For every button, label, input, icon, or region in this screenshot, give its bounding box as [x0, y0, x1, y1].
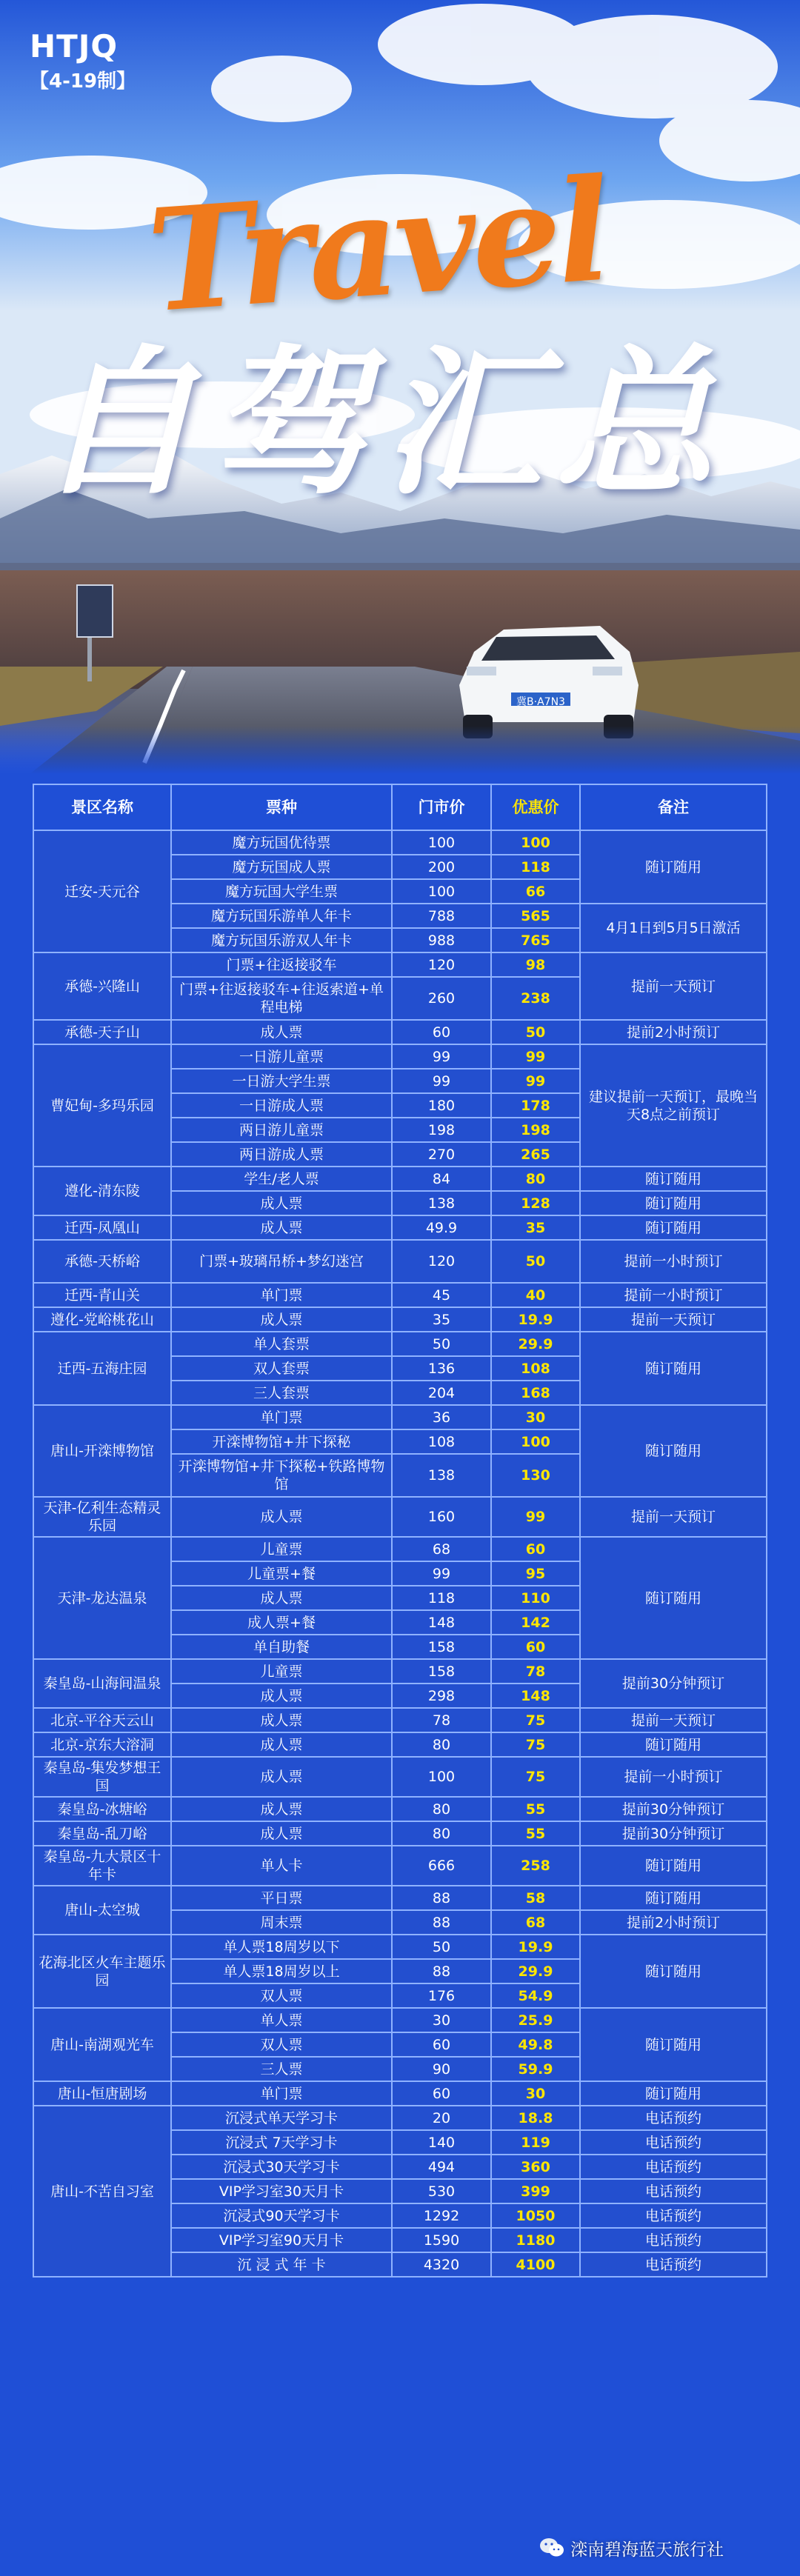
table-row [33, 2008, 767, 2032]
scenic-name-cell: 唐山-南湖观光车 [33, 2008, 171, 2081]
market-price-cell: 176 [392, 1983, 491, 2008]
scenic-name-cell: 曹妃甸-多玛乐园 [33, 1044, 171, 1167]
discount-price-cell: 66 [491, 879, 580, 904]
scenic-name-cell: 遵化-清东陵 [33, 1167, 171, 1215]
discount-price-cell: 565 [491, 904, 580, 928]
scenic-name-cell: 迁西-青山关 [33, 1283, 171, 1307]
scenic-name-cell: 天津-亿利生态精灵乐园 [33, 1497, 171, 1537]
scenic-name-cell: 花海北区火车主题乐园 [33, 1935, 171, 2008]
market-price-cell: 270 [392, 1142, 491, 1167]
discount-price-cell: 18.8 [491, 2106, 580, 2130]
ticket-type-cell: 成人票 [171, 1307, 392, 1332]
ticket-type-cell: 成人票 [171, 1020, 392, 1044]
market-price-cell: 158 [392, 1659, 491, 1684]
title-main: 自驾汇总 [37, 330, 727, 516]
footer-account [539, 2533, 776, 2563]
header-ticket: 票种 [171, 784, 392, 830]
discount-price-cell: 100 [491, 830, 580, 855]
ticket-type-cell: 单人票 [171, 2008, 392, 2032]
ticket-type-cell: 沉浸式 7天学习卡 [171, 2130, 392, 2155]
market-price-cell: 118 [392, 1586, 491, 1610]
note-cell: 提前2小时预订 [580, 1020, 767, 1044]
scenic-name-cell: 北京-京东大溶洞 [33, 1732, 171, 1757]
ticket-type-cell: 门票+往返接驳车 [171, 952, 392, 977]
market-price-cell: 198 [392, 1118, 491, 1142]
hero-banner [0, 0, 800, 774]
discount-price-cell: 55 [491, 1821, 580, 1846]
discount-price-cell: 55 [491, 1797, 580, 1821]
note-cell: 提前2小时预订 [580, 1910, 767, 1935]
ticket-type-cell: 三人票 [171, 2057, 392, 2081]
discount-price-cell: 29.9 [491, 1332, 580, 1356]
ticket-type-cell: 开滦博物馆+井下探秘 [171, 1429, 392, 1454]
brand-code: HTJQ [30, 28, 119, 64]
ticket-type-cell: 沉浸式单天学习卡 [171, 2106, 392, 2130]
market-price-cell: 140 [392, 2130, 491, 2155]
market-price-cell: 90 [392, 2057, 491, 2081]
market-price-cell: 80 [392, 1797, 491, 1821]
ticket-type-cell: 一日游成人票 [171, 1093, 392, 1118]
discount-price-cell: 25.9 [491, 2008, 580, 2032]
scenic-name-cell: 唐山-开滦博物馆 [33, 1405, 171, 1497]
wechat-icon [539, 2537, 564, 2559]
ticket-type-cell: 魔方玩国乐游单人年卡 [171, 904, 392, 928]
scenic-name-cell: 唐山-不苦自习室 [33, 2106, 171, 2277]
discount-price-cell: 30 [491, 2081, 580, 2106]
scenic-name-cell: 唐山-太空城 [33, 1886, 171, 1935]
discount-price-cell: 399 [491, 2179, 580, 2203]
market-price-cell: 99 [392, 1044, 491, 1069]
market-price-cell: 158 [392, 1635, 491, 1659]
header-scenic: 景区名称 [33, 784, 171, 830]
discount-price-cell: 119 [491, 2130, 580, 2155]
discount-price-cell: 40 [491, 1283, 580, 1307]
ticket-type-cell: 双人票 [171, 1983, 392, 2008]
market-price-cell: 100 [392, 1757, 491, 1797]
discount-price-cell: 4100 [491, 2252, 580, 2277]
ticket-type-cell: 成人票 [171, 1821, 392, 1846]
market-price-cell: 88 [392, 1959, 491, 1983]
ticket-type-cell: 门票+玻璃吊桥+梦幻迷宫 [171, 1240, 392, 1283]
scenic-name-cell: 迁西-五海庄园 [33, 1332, 171, 1405]
table-row [33, 1020, 767, 1044]
market-price-cell: 50 [392, 1332, 491, 1356]
discount-price-cell: 49.8 [491, 2032, 580, 2057]
note-cell: 随订随用 [580, 830, 767, 904]
ticket-type-cell: 儿童票+餐 [171, 1561, 392, 1586]
market-price-cell: 99 [392, 1069, 491, 1093]
discount-price-cell: 360 [491, 2155, 580, 2179]
ticket-type-cell: 单门票 [171, 1283, 392, 1307]
table-row [33, 1044, 767, 1069]
scenic-name-cell: 唐山-恒唐剧场 [33, 2081, 171, 2106]
discount-price-cell: 100 [491, 1429, 580, 1454]
discount-price-cell: 142 [491, 1610, 580, 1635]
note-cell: 随订随用 [580, 1732, 767, 1757]
discount-price-cell: 130 [491, 1454, 580, 1497]
ticket-type-cell: 魔方玩国大学生票 [171, 879, 392, 904]
table-row [33, 1405, 767, 1429]
license-plate: 冀B·A7N3 [516, 696, 565, 708]
note-cell: 电话预约 [580, 2106, 767, 2130]
market-price-cell: 148 [392, 1610, 491, 1635]
table-row [33, 1935, 767, 1959]
discount-price-cell: 50 [491, 1240, 580, 1283]
note-cell: 提前30分钟预订 [580, 1821, 767, 1846]
market-price-cell: 160 [392, 1497, 491, 1537]
ticket-type-cell: 单人卡 [171, 1846, 392, 1886]
note-cell: 提前一天预订 [580, 1497, 767, 1537]
discount-price-cell: 19.9 [491, 1935, 580, 1959]
ticket-type-cell: 一日游儿童票 [171, 1044, 392, 1069]
table-row [33, 1821, 767, 1846]
table-row [33, 1307, 767, 1332]
ticket-type-cell: 周末票 [171, 1910, 392, 1935]
market-price-cell: 30 [392, 2008, 491, 2032]
market-price-cell: 530 [392, 2179, 491, 2203]
market-price-cell: 88 [392, 1910, 491, 1935]
note-cell: 随订随用 [580, 1191, 767, 1215]
discount-price-cell: 75 [491, 1757, 580, 1797]
discount-price-cell: 198 [491, 1118, 580, 1142]
note-cell: 随订随用 [580, 2081, 767, 2106]
ticket-type-cell: 魔方玩国优待票 [171, 830, 392, 855]
note-cell: 随订随用 [580, 1846, 767, 1886]
discount-price-cell: 1050 [491, 2203, 580, 2228]
ticket-type-cell: 双人套票 [171, 1356, 392, 1381]
market-price-cell: 260 [392, 977, 491, 1020]
scenic-name-cell: 承德-兴隆山 [33, 952, 171, 1020]
note-cell: 电话预约 [580, 2203, 767, 2228]
ticket-type-cell: VIP学习室30天月卡 [171, 2179, 392, 2203]
market-price-cell: 49.9 [392, 1215, 491, 1240]
scenic-name-cell: 天津-龙达温泉 [33, 1537, 171, 1659]
note-cell: 随订随用 [580, 1537, 767, 1659]
price-table-container [33, 784, 766, 2278]
ticket-type-cell: 沉浸式30天学习卡 [171, 2155, 392, 2179]
discount-price-cell: 58 [491, 1886, 580, 1910]
note-cell: 随订随用 [580, 1405, 767, 1497]
table-row [33, 1797, 767, 1821]
table-row [33, 1167, 767, 1191]
note-cell: 建议提前一天预订，最晚当天8点之前预订 [580, 1044, 767, 1167]
discount-price-cell: 108 [491, 1356, 580, 1381]
market-price-cell: 60 [392, 2081, 491, 2106]
market-price-cell: 138 [392, 1454, 491, 1497]
table-row [33, 952, 767, 977]
title-travel: Travel [142, 147, 612, 344]
table-row [33, 1497, 767, 1537]
market-price-cell: 4320 [392, 2252, 491, 2277]
discount-price-cell: 19.9 [491, 1307, 580, 1332]
market-price-cell: 494 [392, 2155, 491, 2179]
note-cell: 电话预约 [580, 2179, 767, 2203]
discount-price-cell: 80 [491, 1167, 580, 1191]
discount-price-cell: 265 [491, 1142, 580, 1167]
market-price-cell: 100 [392, 830, 491, 855]
note-cell: 随订随用 [580, 2008, 767, 2081]
scenic-name-cell: 遵化-党峪桃花山 [33, 1307, 171, 1332]
scenic-name-cell: 秦皇岛-山海间温泉 [33, 1659, 171, 1708]
table-row [33, 1886, 767, 1910]
scenic-name-cell: 秦皇岛-九大景区十年卡 [33, 1846, 171, 1886]
discount-price-cell: 59.9 [491, 2057, 580, 2081]
discount-price-cell: 75 [491, 1732, 580, 1757]
market-price-cell: 200 [392, 855, 491, 879]
discount-price-cell: 99 [491, 1497, 580, 1537]
footer-account-name: 滦南碧海蓝天旅行社 [570, 2540, 724, 2560]
discount-price-cell: 78 [491, 1659, 580, 1684]
market-price-cell: 88 [392, 1886, 491, 1910]
ticket-type-cell: 单门票 [171, 2081, 392, 2106]
brand-edition: 【4-19制】 [30, 70, 136, 93]
note-cell: 随订随用 [580, 1886, 767, 1910]
discount-price-cell: 765 [491, 928, 580, 952]
table-row [33, 1240, 767, 1283]
ticket-type-cell: 儿童票 [171, 1537, 392, 1561]
table-row [33, 1283, 767, 1307]
scenic-name-cell: 承德-天桥峪 [33, 1240, 171, 1283]
discount-price-cell: 35 [491, 1215, 580, 1240]
market-price-cell: 60 [392, 2032, 491, 2057]
discount-price-cell: 258 [491, 1846, 580, 1886]
discount-price-cell: 75 [491, 1708, 580, 1732]
table-row [33, 1846, 767, 1886]
discount-price-cell: 60 [491, 1635, 580, 1659]
ticket-type-cell: 单人票18周岁以下 [171, 1935, 392, 1959]
note-cell: 电话预约 [580, 2252, 767, 2277]
ticket-type-cell: 门票+往返接驳车+往返索道+单程电梯 [171, 977, 392, 1020]
header-note: 备注 [580, 784, 767, 830]
note-cell: 提前一天预订 [580, 1708, 767, 1732]
note-cell: 提前一小时预订 [580, 1283, 767, 1307]
car-illustration [459, 626, 639, 738]
ticket-type-cell: 沉浸式90天学习卡 [171, 2203, 392, 2228]
table-row [33, 2106, 767, 2130]
table-header-row [33, 784, 767, 830]
ticket-type-cell: 成人票 [171, 1797, 392, 1821]
table-row [33, 1732, 767, 1757]
market-price-cell: 136 [392, 1356, 491, 1381]
discount-price-cell: 238 [491, 977, 580, 1020]
discount-price-cell: 110 [491, 1586, 580, 1610]
market-price-cell: 80 [392, 1732, 491, 1757]
table-row [33, 1757, 767, 1797]
ticket-type-cell: 开滦博物馆+井下探秘+铁路博物馆 [171, 1454, 392, 1497]
market-price-cell: 988 [392, 928, 491, 952]
ticket-type-cell: VIP学习室90天月卡 [171, 2228, 392, 2252]
discount-price-cell: 29.9 [491, 1959, 580, 1983]
note-cell: 电话预约 [580, 2130, 767, 2155]
market-price-cell: 120 [392, 1240, 491, 1283]
table-row [33, 1708, 767, 1732]
discount-price-cell: 178 [491, 1093, 580, 1118]
table-row [33, 1659, 767, 1684]
discount-price-cell: 118 [491, 855, 580, 879]
ticket-type-cell: 魔方玩国乐游双人年卡 [171, 928, 392, 952]
ticket-type-cell: 成人票 [171, 1215, 392, 1240]
market-price-cell: 180 [392, 1093, 491, 1118]
scenic-name-cell: 迁西-凤凰山 [33, 1215, 171, 1240]
scenic-name-cell: 北京-平谷天云山 [33, 1708, 171, 1732]
ticket-type-cell: 成人票 [171, 1757, 392, 1797]
discount-price-cell: 30 [491, 1405, 580, 1429]
discount-price-cell: 68 [491, 1910, 580, 1935]
discount-price-cell: 99 [491, 1044, 580, 1069]
market-price-cell: 60 [392, 1020, 491, 1044]
market-price-cell: 68 [392, 1537, 491, 1561]
table-row [33, 830, 767, 855]
ticket-type-cell: 成人票 [171, 1684, 392, 1708]
note-cell: 提前30分钟预订 [580, 1797, 767, 1821]
table-body [33, 830, 767, 2277]
note-cell: 提前一小时预订 [580, 1757, 767, 1797]
market-price-cell: 45 [392, 1283, 491, 1307]
market-price-cell: 80 [392, 1821, 491, 1846]
ticket-type-cell: 成人票 [171, 1732, 392, 1757]
market-price-cell: 204 [392, 1381, 491, 1405]
note-cell: 随订随用 [580, 1215, 767, 1240]
ticket-type-cell: 成人票 [171, 1708, 392, 1732]
ticket-type-cell: 儿童票 [171, 1659, 392, 1684]
market-price-cell: 788 [392, 904, 491, 928]
market-price-cell: 78 [392, 1708, 491, 1732]
note-cell: 4月1日到5月5日激活 [580, 904, 767, 952]
discount-price-cell: 95 [491, 1561, 580, 1586]
brand-block [30, 28, 136, 93]
ticket-type-cell: 魔方玩国成人票 [171, 855, 392, 879]
header-discount-price: 优惠价 [491, 784, 580, 830]
note-cell: 提前30分钟预订 [580, 1659, 767, 1708]
ticket-type-cell: 单自助餐 [171, 1635, 392, 1659]
discount-price-cell: 1180 [491, 2228, 580, 2252]
note-cell: 提前一天预订 [580, 952, 767, 1020]
market-price-cell: 138 [392, 1191, 491, 1215]
ticket-type-cell: 平日票 [171, 1886, 392, 1910]
market-price-cell: 120 [392, 952, 491, 977]
market-price-cell: 666 [392, 1846, 491, 1886]
market-price-cell: 1292 [392, 2203, 491, 2228]
discount-price-cell: 99 [491, 1069, 580, 1093]
market-price-cell: 298 [392, 1684, 491, 1708]
note-cell: 提前一天预订 [580, 1307, 767, 1332]
market-price-cell: 1590 [392, 2228, 491, 2252]
market-price-cell: 50 [392, 1935, 491, 1959]
ticket-type-cell: 成人票 [171, 1586, 392, 1610]
ticket-type-cell: 双人票 [171, 2032, 392, 2057]
ticket-type-cell: 三人套票 [171, 1381, 392, 1405]
scenic-name-cell: 秦皇岛-冰塘峪 [33, 1797, 171, 1821]
discount-price-cell: 128 [491, 1191, 580, 1215]
ticket-type-cell: 两日游成人票 [171, 1142, 392, 1167]
discount-price-cell: 50 [491, 1020, 580, 1044]
ticket-type-cell: 成人票 [171, 1497, 392, 1537]
table-row [33, 1332, 767, 1356]
ticket-type-cell: 成人票 [171, 1191, 392, 1215]
discount-price-cell: 60 [491, 1537, 580, 1561]
ticket-type-cell: 单人票18周岁以上 [171, 1959, 392, 1983]
discount-price-cell: 98 [491, 952, 580, 977]
note-cell: 电话预约 [580, 2155, 767, 2179]
price-table [33, 784, 767, 2278]
ticket-type-cell: 成人票+餐 [171, 1610, 392, 1635]
market-price-cell: 84 [392, 1167, 491, 1191]
ticket-type-cell: 单人套票 [171, 1332, 392, 1356]
note-cell: 随订随用 [580, 1935, 767, 2008]
scenic-name-cell: 承德-天子山 [33, 1020, 171, 1044]
discount-price-cell: 168 [491, 1381, 580, 1405]
ticket-type-cell: 学生/老人票 [171, 1167, 392, 1191]
table-row [33, 1215, 767, 1240]
market-price-cell: 35 [392, 1307, 491, 1332]
ticket-type-cell: 单门票 [171, 1405, 392, 1429]
ticket-type-cell: 沉 浸 式 年 卡 [171, 2252, 392, 2277]
discount-price-cell: 54.9 [491, 1983, 580, 2008]
market-price-cell: 108 [392, 1429, 491, 1454]
scenic-name-cell: 秦皇岛-集发梦想王国 [33, 1757, 171, 1797]
note-cell: 电话预约 [580, 2228, 767, 2252]
note-cell: 随订随用 [580, 1332, 767, 1405]
market-price-cell: 100 [392, 879, 491, 904]
ticket-type-cell: 一日游大学生票 [171, 1069, 392, 1093]
market-price-cell: 20 [392, 2106, 491, 2130]
market-price-cell: 99 [392, 1561, 491, 1586]
table-row [33, 2081, 767, 2106]
discount-price-cell: 148 [491, 1684, 580, 1708]
scenic-name-cell: 秦皇岛-乱刀峪 [33, 1821, 171, 1846]
scenic-name-cell: 迁安-天元谷 [33, 830, 171, 952]
market-price-cell: 36 [392, 1405, 491, 1429]
table-row [33, 1537, 767, 1561]
header-market-price: 门市价 [392, 784, 491, 830]
note-cell: 提前一小时预订 [580, 1240, 767, 1283]
note-cell: 随订随用 [580, 1167, 767, 1191]
ticket-type-cell: 两日游儿童票 [171, 1118, 392, 1142]
